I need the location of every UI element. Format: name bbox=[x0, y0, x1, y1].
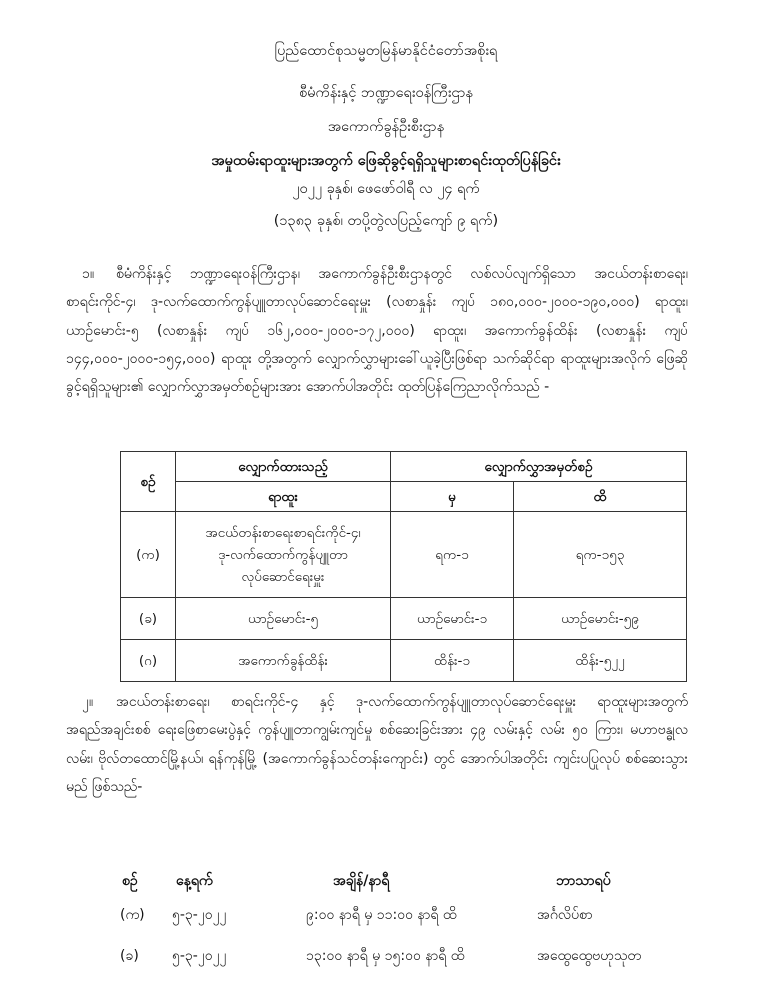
table-row bbox=[121, 512, 687, 598]
table-cell-to: ယာဉ်မောင်း-၅၉ bbox=[514, 598, 687, 640]
paragraph-1 bbox=[66, 260, 688, 401]
table-cell-to: ရက-၁၅၃ bbox=[514, 512, 687, 598]
paragraph-1-number: ၁။ bbox=[82, 266, 95, 282]
paragraph-2 bbox=[66, 688, 688, 801]
table-cell-from: ထိန်း-၁ bbox=[391, 640, 514, 682]
table-cell-sr: (ခ) bbox=[121, 598, 176, 640]
table-cell-from: ရက-၁ bbox=[391, 512, 514, 598]
announcement-title: အမှုထမ်းရာထူးများအတွက် ဖြေဆိုခွင့်ရရှိသူများစာရင်းထုတ်ပြန်ခြင်း bbox=[211, 153, 561, 169]
schedule-row-subject: အင်္ဂလိပ်စာ bbox=[537, 907, 593, 923]
schedule-row-date: ၅-၃-၂၀၂၂ bbox=[172, 948, 227, 964]
schedule-header-date: နေ့ရက် bbox=[176, 873, 213, 889]
schedule-header-sr: စဉ် bbox=[122, 873, 138, 889]
table-header-sr: စဉ် bbox=[121, 452, 176, 512]
schedule-header-subject: ဘာသာရပ် bbox=[556, 873, 611, 889]
table-cell-from: ယာဉ်မောင်း-၁ bbox=[391, 598, 514, 640]
schedule-row-subject: အထွေထွေဗဟုသုတ bbox=[537, 948, 641, 964]
table-header-app-no: လျှောက်လွှာအမှတ်စဉ် bbox=[391, 452, 687, 482]
header-department: အကောက်ခွန်ဦးစီးဌာန bbox=[327, 119, 445, 135]
table-cell-post: အကောက်ခွန်ထိန်း bbox=[176, 640, 391, 682]
announcement-date: ၂၀၂၂ ခုနှစ်၊ ဖေဖော်ဝါရီ လ ၂၄ ရက် bbox=[292, 181, 480, 197]
paragraph-2-text: အငယ်တန်းစာရေး၊ စာရင်းကိုင်-၄ နှင့် ဒု-လက်ထောက်ကွန်ပျူတာလုပ်ဆောင်ရေးမှူး ရာထူးများအတွက် အရည်အချင်းစစ် ရေးဖြေစာမေးပွဲနှင့် ကွန်ပျူတာကျွမ်းကျင်မှု စစ်ဆေးခြင်းအား ၄၉ လမ်းနှင့် လမ်း ၅၀ ကြား၊ မဟာဗန္ဓုလလမ်း၊ ဗိုလ်တထောင်မြို့နယ်၊ ရန်ကုန်မြို့ (အကောက်ခွန်သင်တန်းကျောင်း) တွင် အောက်ပါအတိုင်း ကျင်းပပြုလုပ် စစ်ဆေးသွားမည် ဖြစ်သည်- bbox=[66, 694, 688, 795]
schedule-row-time: ၁၃:၀၀ နာရီ မှ ၁၅:၀၀ နာရီ ထိ bbox=[306, 948, 465, 964]
paragraph-1-text: စီမံကိန်းနှင့် ဘဏ္ဍာရေးဝန်ကြီးဌာန၊ အကောက်ခွန်ဦးစီးဌာနတွင် လစ်လပ်လျက်ရှိသော အငယ်တန်းစာရေး၊ စာရင်းကိုင်-၄၊ ဒု-လက်ထောက်ကွန်ပျူတာလုပ်ဆောင်ရေးမှူး (လစာနှုန်း ကျပ် ၁၈၀,၀၀၀-၂၀၀၀-၁၉၀,၀၀၀) ရာထူး၊ ယာဉ်မောင်း-၅ (လစာနှုန်း ကျပ် ၁၆၂,၀၀၀-၂၀၀၀-၁၇၂,၀၀၀) ရာထူး၊ အကောက်ခွန်ထိန်း (လစာနှုန်း ကျပ် ၁၄၄,၀၀၀-၂၀၀၀-၁၅၄,၀၀၀) ရာထူး တို့အတွက် လျှောက်လွှာများခေါ်ယူခဲ့ပြီးဖြစ်ရာ သက်ဆိုင်ရာ ရာထူးများအလိုက် ဖြေဆိုခွင့်ရရှိသူများ၏ လျှောက်လွှာအမှတ်စဉ်များအား အောက်ပါအတိုင်း ထုတ်ပြန်ကြေညာလိုက်သည် - bbox=[66, 266, 688, 396]
table-cell-sr: (က) bbox=[121, 512, 176, 598]
header-ministry: စီမံကိန်းနှင့် ဘဏ္ဍာရေးဝန်ကြီးဌာန bbox=[299, 85, 473, 101]
application-number-table bbox=[120, 451, 687, 682]
table-header-to: ထိ bbox=[514, 482, 687, 512]
table-cell-post: ယာဉ်မောင်း-၅ bbox=[176, 598, 391, 640]
table-cell-sr: (ဂ) bbox=[121, 640, 176, 682]
announcement-date-myanmar: (၁၃၈၃ ခုနှစ်၊ တပို့တွဲလပြည့်ကျော် ၉ ရက်) bbox=[273, 213, 499, 229]
table-row bbox=[121, 598, 687, 640]
table-row bbox=[121, 640, 687, 682]
schedule-row-sr: (ခ) bbox=[120, 948, 139, 964]
table-cell-to: ထိန်း-၅၂၂ bbox=[514, 640, 687, 682]
schedule-row-sr: (က) bbox=[120, 907, 145, 923]
table-header-post: လျှောက်ထားသည့် bbox=[176, 452, 391, 482]
paragraph-2-number: ၂။ bbox=[82, 694, 94, 710]
table-header-post-2: ရာထူး bbox=[176, 482, 391, 512]
table-header-from: မှ bbox=[391, 482, 514, 512]
schedule-row-date: ၅-၃-၂၀၂၂ bbox=[172, 907, 227, 923]
schedule-row-time: ၉:၀၀ နာရီ မှ ၁၁:၀၀ နာရီ ထိ bbox=[306, 907, 457, 923]
header-government: ပြည်ထောင်စုသမ္မတမြန်မာနိုင်ငံတော်အစိုးရ bbox=[274, 43, 498, 59]
schedule-header-time: အချိန်/နာရီ bbox=[333, 873, 390, 889]
table-cell-post: အငယ်တန်းစာရေးစာရင်းကိုင်-၄၊ ဒု-လက်ထောက်ကွန်ပျူတာ လုပ်ဆောင်ရေးမှူး bbox=[176, 512, 391, 598]
